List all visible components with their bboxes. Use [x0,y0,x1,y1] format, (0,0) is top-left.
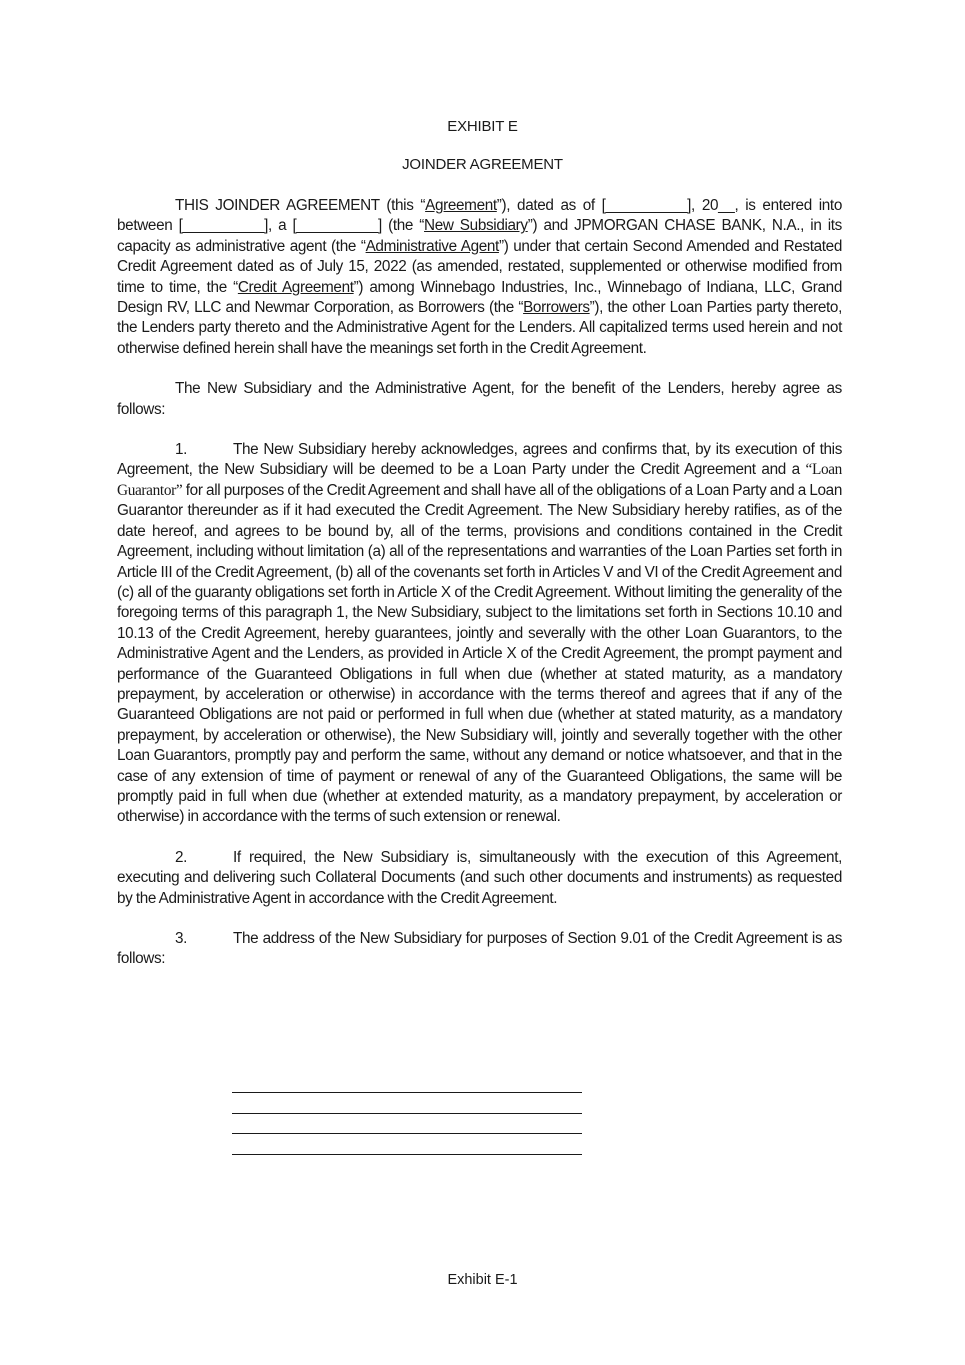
address-line [232,1114,582,1134]
section-2-text: If required, the New Subsidiary is, simultaneously with the execution of this Agreement, executing and delivering such Collateral Documents (and such other documents and instruments) as requested by the Administrative Agent in accordance with the Credit Agreement. [117,848,842,907]
section-1-number: 1. [175,441,188,459]
defined-term-borrowers: Borrowers [523,299,590,317]
defined-term-credit-agreement: Credit Agreement [237,278,354,296]
intro-text-f: ”), the other Loan Parties party thereto, the Lenders party thereto and the Administrative Agent for the Lenders. All capitalized terms used herein and not otherwise defined herein shall have the meanings set forth in the Credit Agreement. [117,299,842,357]
intro-text-a: THIS JOINDER AGREEMENT (this “ [175,197,426,214]
section-2 [117,848,842,909]
section-2-number: 2. [175,848,188,866]
intro-paragraph [117,196,842,359]
exhibit-title: EXHIBIT E [447,118,518,135]
defined-term-new-subsidiary: New Subsidiary [424,217,528,235]
section-3-text: The address of the New Subsidiary for purposes of Section 9.01 of the Credit Agreement is as follows: [117,930,842,968]
address-line [232,1093,582,1113]
intro-text-c: ”) and JPMORGAN CHASE BANK, N.A., in its capacity as administrative agent (the “ [117,217,842,255]
intro-text-d: ”) under that certain Second Amended and Restated Credit Agreement dated as of July 15, 2022 (as amended, restated, supplemented or otherwise modified from time to time, the “ [117,237,842,296]
section-1-text-a: The New Subsidiary hereby acknowledges, agrees and confirms that, by its execution of this Agreement, the New Subsidiary will be deemed to be a Loan Party under the Credit Agreement and a [117,441,842,479]
defined-term-loan-guarantor: “Loan Guarantor” [117,461,842,499]
document-body [117,196,842,990]
defined-term-agreement: Agreement [425,197,497,214]
intro-text-b: ”), dated as of [__________], 20__, is entered into between [__________], a [__________] (the “ [117,197,842,235]
section-1 [117,440,842,828]
address-line [232,1134,582,1154]
page-footer: Exhibit E-1 [447,1272,518,1288]
address-blank-lines [232,1073,582,1155]
intro-text-e: ”) among Winnebago Industries, Inc., Winnebago of Indiana, LLC, Grand Design RV, LLC and Newmar Corporation, as Borrowers (the “ [117,278,842,317]
defined-term-administrative-agent: Administrative Agent [365,237,499,255]
agreement-title: JOINDER AGREEMENT [402,156,563,173]
section-3-number: 3. [175,930,188,947]
address-line [232,1073,582,1093]
agreement-paragraph: The New Subsidiary and the Administrative Agent, for the benefit of the Lenders, hereby agree as follows: [117,380,842,418]
section-1-text-b: for all purposes of the Credit Agreement and shall have all of the obligations of a Loan Party and a Loan Guarantor thereunder as if it had executed the Credit Agreement. The New Subsidiary hereby ratifies, as of the date hereof, and agrees to be bound by, all of the terms, provisions and conditions contained in the Credit Agreement, including without limitation (a) all of the representations and warranties of the Loan Parties set forth in Article III of the Credit Agreement, (b) all of the covenants set forth in Articles V and VI of the Credit Agreement and (c) all of the guaranty obligations set forth in Article X of the Credit Agreement. Without limiting the generality of the foregoing terms of this paragraph 1, the New Subsidiary, subject to the limitations set forth in Sections 10.10 and 10.13 of the Credit Agreement, hereby guarantees, jointly and severally with the other Loan Guarantors, to the Administrative Agent and the Lenders, as provided in Article X of the Credit Agreement, the prompt payment and performance of the Guaranteed Obligations in full when due (whether at stated maturity, as a mandatory prepayment, by acceleration or otherwise) in accordance with the terms thereof and agrees that if any of the Guaranteed Obligations are not paid or performed in full when due (whether at stated maturity, as a mandatory prepayment, by acceleration or otherwise), the New Subsidiary will, jointly and severally together with the other Loan Guarantors, promptly pay and perform the same, without any demand or notice whatsoever, and that in the case of any extension of time of payment or renewal of any of the Guaranteed Obligations, the same will be promptly paid in full when due (whether at extended maturity, as a mandatory prepayment, by acceleration or otherwise) in accordance with the terms of such extension or renewal. [117,481,842,826]
section-3 [117,929,842,970]
